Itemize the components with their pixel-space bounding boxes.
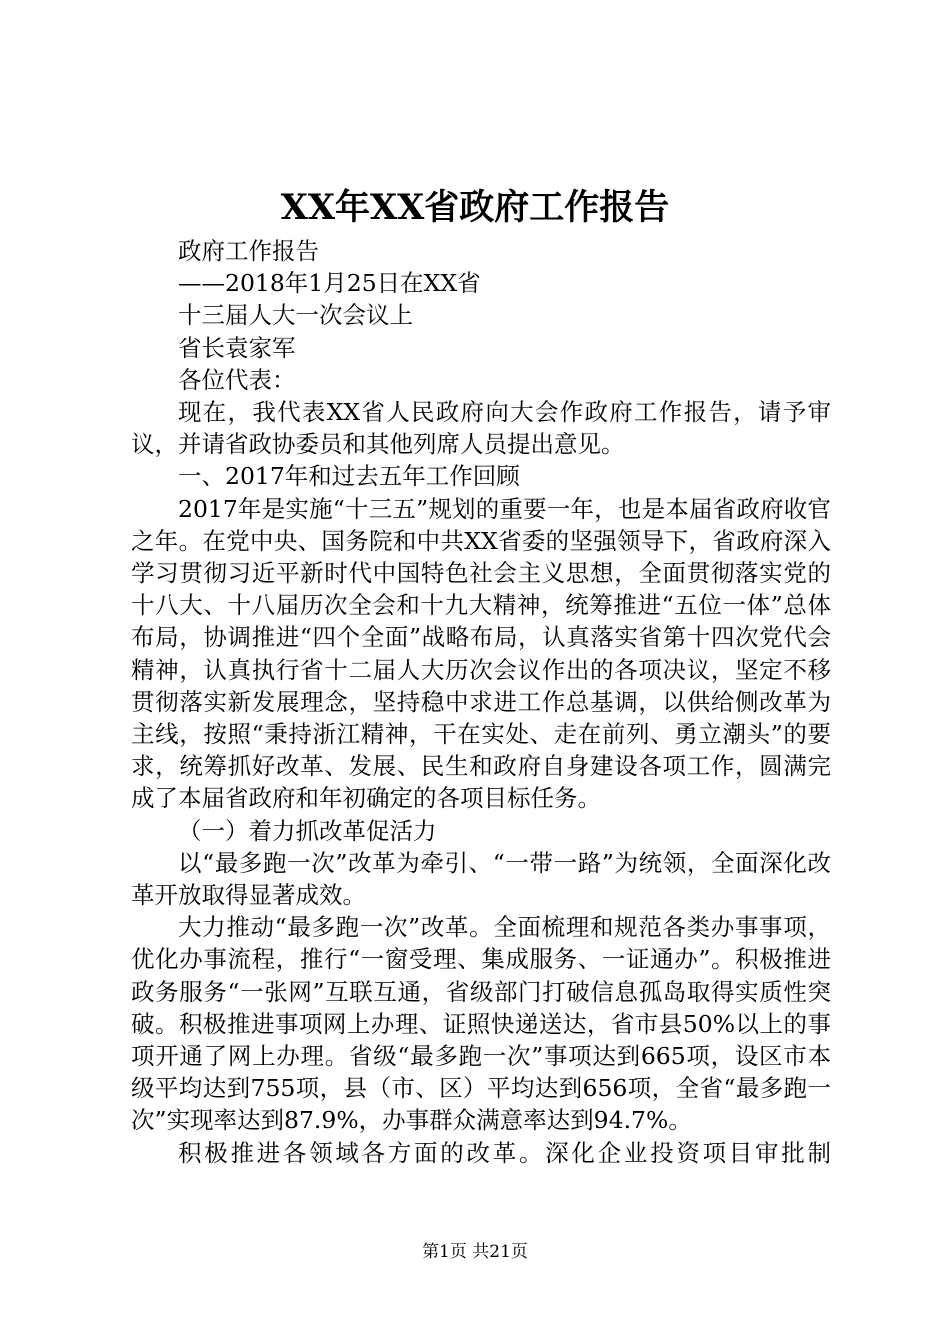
paragraph: 以“最多跑一次”改革为牵引、“一带一路”为统领，全面深化改革开放取得显著成效。 [131,848,831,910]
paragraph: ——2018年1月25日在XX省 [178,269,481,298]
paragraph: 十三届人大一次会议上 [178,301,413,330]
paragraph: 积极推进各领域各方面的改革。深化企业投资项目审批制 [178,1138,831,1167]
paragraph: 政府工作报告 [178,237,319,265]
paragraph: 2017年是实施“十三五”规划的重要一年，也是本届省政府收官之年。在党中央、国务院和中共XX省委的坚强领导下，省政府深入学习贯彻习近平新时代中国特色社会主义思想，全面贯彻落实党的十八大、十八届历次全会和十九大精神，统筹推进“五位一体”总体布局，协调推进“四个全面”战略布局，认真落实省第十四次党代会精神，认真执行省十二届人大历次会议作出的各项决议，坚定不移贯彻落实新发展理念，坚持稳中求进工作总基调，以供给侧改革为主线，按照“秉持浙江精神，干在实处、走在前列、勇立潮头”的要求，统筹抓好改革、发展、民生和政府自身建设各项工作，圆满完成了本届省政府和年初确定的各项目标任务。 [131,494,831,813]
document-title: XX年XX省政府工作报告 [280,187,670,228]
paragraph: 省长袁家军 [178,333,296,362]
paragraph: 一、2017年和过去五年工作回顾 [178,462,520,491]
document-body [131,235,831,1169]
paragraph: 大力推动“最多跑一次”改革。全面梳理和规范各类办事事项，优化办事流程，推行“一窗受理、集成服务、一证通办”。积极推进政务服务“一张网”互联互通，省级部门打破信息孤岛取得实质性突破。积极推进事项网上办理、证照快递送达，省市县50%以上的事项开通了网上办理。省级“最多跑一次”事项达到665项，设区市本级平均达到755项，县（市、区）平均达到656项，全省“最多跑一次”实现率达到87.9%，办事群众满意率达到94.7%。 [131,913,831,1135]
paragraph: 各位代表： [178,365,296,394]
paragraph: 现在，我代表XX省人民政府向大会作政府工作报告，请予审议，并请省政协委员和其他列席人员提出意见。 [131,398,831,459]
paragraph: （一）着力抓改革促活力 [178,816,437,845]
page-footer: 第1页 共21页 [422,1242,528,1262]
